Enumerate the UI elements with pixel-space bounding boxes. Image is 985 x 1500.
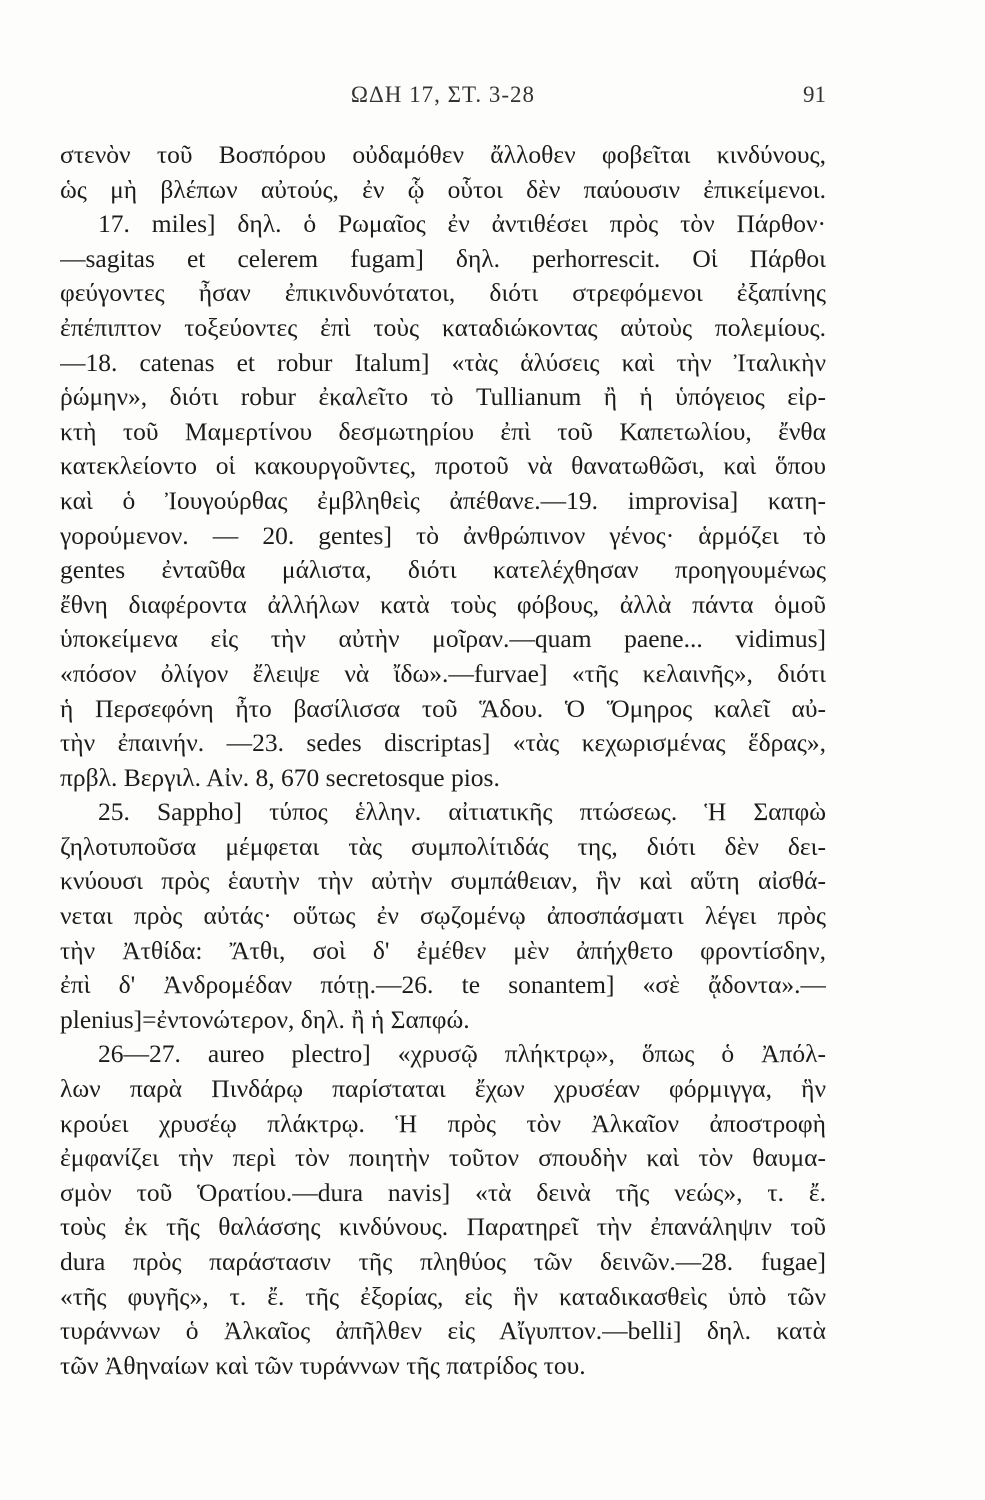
text-line: κνύουσι πρὸς ἑαυτὴν τὴν αὐτὴν συμπάθειαν, ἣν καὶ αὕτη αἰσθά-: [60, 866, 826, 896]
text-line: φεύγοντες ἦσαν ἐπικινδυνότατοι, διότι στρεφόμενοι ἐξαπίνης: [60, 278, 826, 308]
text-line: 26—27. aureo plectro] «χρυσῷ πλήκτρῳ», ὅπως ὁ Ἀπόλ-: [98, 1039, 826, 1069]
page-header: [60, 82, 826, 122]
text-line: τῶν Ἀθηναίων καὶ τῶν τυράννων τῆς πατρίδος του.: [60, 1350, 586, 1380]
text-line: ἐπὶ δ' Ἀνδρομέδαν πότῃ.—26. te sonantem] «σὲ ᾄδοντα».—: [60, 970, 826, 1000]
text-line: τυράννων ὁ Ἀλκαῖος ἀπῆλθεν εἰς Αἴγυπτον.—belli] δηλ. κατὰ: [60, 1316, 826, 1346]
text-line: κατεκλείοντο οἱ κακουργοῦντες, προτοῦ νὰ θανατωθῶσι, καὶ ὅπου: [60, 451, 826, 481]
text-line: —18. catenas et robur Italum] «τὰς ἁλύσεις καὶ τὴν Ἰταλικὴν: [60, 347, 826, 377]
text-line: ῥώμην», διότι robur ἐκαλεῖτο τὸ Tullianum ἢ ἡ ὑπόγειος εἰρ-: [60, 382, 826, 412]
text-line: ἐμφανίζει τὴν περὶ τὸν ποιητὴν τοῦτον σπουδὴν καὶ τὸν θαυμα-: [60, 1143, 826, 1173]
text-line: «τῆς φυγῆς», τ. ἔ. τῆς ἐξορίας, εἰς ἣν καταδικασθεὶς ὑπὸ τῶν: [60, 1281, 826, 1311]
text-line: ἔθνη διαφέροντα ἀλλήλων κατὰ τοὺς φόβους, ἀλλὰ πάντα ὁμοῦ: [60, 589, 826, 619]
text-line: γορούμενον. — 20. gentes] τὸ ἀνθρώπινον γένος· ἁρμόζει τὸ: [60, 520, 826, 550]
text-line: ἐπέπιπτον τοξεύοντες ἐπὶ τοὺς καταδιώκοντας αὐτοὺς πολεμίους.: [60, 312, 826, 342]
commentary-text: [60, 138, 826, 1383]
text-line: στενὸν τοῦ Βοσπόρου οὐδαμόθεν ἄλλοθεν φοβεῖται κινδύνους,: [60, 140, 826, 169]
text-line: νεται πρὸς αὐτάς· οὕτως ἐν σῳζομένῳ ἀποσπάσματι λέγει πρὸς: [60, 901, 826, 931]
text-line: καὶ ὁ Ἰουγούρθας ἐμβληθεὶς ἀπέθανε.—19. improvisa] κατη-: [60, 485, 826, 515]
text-line: κρούει χρυσέῳ πλάκτρῳ. Ἡ πρὸς τὸν Ἀλκαῖον ἀποστροφὴ: [60, 1108, 826, 1138]
text-line: plenius]=ἐντονώτερον, δηλ. ἢ ἡ Σαπφώ.: [60, 1004, 470, 1034]
text-line: 25. Sappho] τύπος ἑλλην. αἰτιατικῆς πτώσεως. Ἡ Σαπφὼ: [98, 797, 826, 827]
text-line: πρβλ. Βεργιλ. Αἰν. 8, 670 secretosque pios.: [60, 762, 500, 792]
text-line: τὴν ἐπαινήν. —23. sedes discriptas] «τὰς κεχωρισμένας ἕδρας»,: [60, 728, 826, 758]
text-line: ζηλοτυποῦσα μέμφεται τὰς συμπολίτιδάς της, διότι δὲν δει-: [60, 831, 826, 861]
page-number: 91: [803, 82, 826, 107]
text-line: κτὴ τοῦ Μαμερτίνου δεσμωτηρίου ἐπὶ τοῦ Καπετωλίου, ἔνθα: [60, 416, 826, 446]
text-line: dura πρὸς παράστασιν τῆς πληθύος τῶν δεινῶν.—28. fugae]: [60, 1247, 826, 1276]
text-line: τοὺς ἐκ τῆς θαλάσσης κινδύνους. Παρατηρεῖ τὴν ἐπανάληψιν τοῦ: [60, 1212, 826, 1242]
text-line: 17. miles] δηλ. ὁ Ρωμαῖος ἐν ἀντιθέσει πρὸς τὸν Πάρθον·: [98, 209, 826, 239]
text-line: τὴν Ἀτθίδα: Ἄτθι, σοὶ δ' ἐμέθεν μὲν ἀπήχθετο φροντίσδην,: [60, 935, 826, 965]
text-line: σμὸν τοῦ Ὁρατίου.—dura navis] «τὰ δεινὰ τῆς νεώς», τ. ἔ.: [60, 1177, 826, 1207]
running-head: ΩΔΗ 17, ΣΤ. 3-28: [350, 82, 536, 107]
text-line: ὡς μὴ βλέπων αὐτούς, ἐν ᾧ οὗτοι δὲν παύουσιν ἐπικείμενοι.: [60, 174, 826, 204]
text-line: λων παρὰ Πινδάρῳ παρίσταται ἔχων χρυσέαν φόρμιγγα, ἣν: [60, 1074, 826, 1104]
text-line: ἡ Περσεφόνη ἦτο βασίλισσα τοῦ Ἅδου. Ὁ Ὅμηρος καλεῖ αὐ-: [60, 693, 826, 723]
text-line: —sagitas et celerem fugam] δηλ. perhorrescit. Οἱ Πάρθοι: [60, 243, 826, 273]
text-line: ὑποκείμενα εἰς τὴν αὐτὴν μοῖραν.—quam paene... vidimus]: [60, 624, 826, 654]
text-line: gentes ἐνταῦθα μάλιστα, διότι κατελέχθησαν προηγουμένως: [60, 555, 826, 585]
text-line: «πόσον ὀλίγον ἔλειψε νὰ ἴδω».—furvae] «τῆς κελαινῆς», διότι: [60, 658, 826, 688]
